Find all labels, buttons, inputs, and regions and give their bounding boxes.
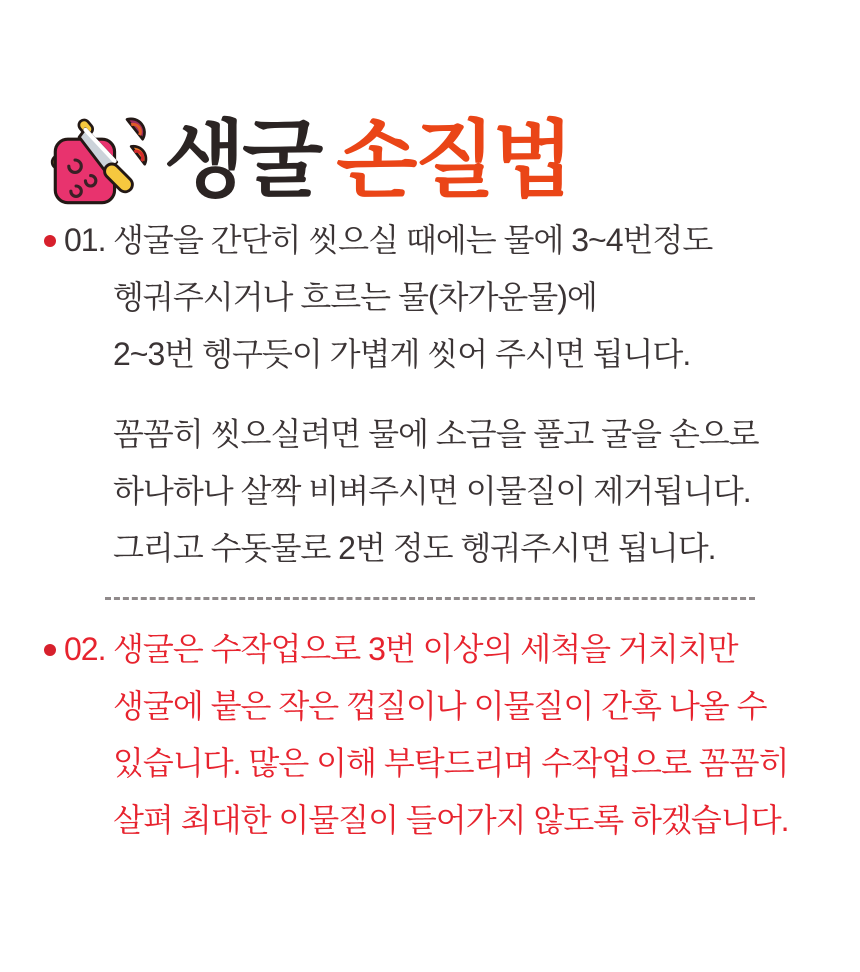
dashed-divider [105, 597, 755, 600]
step-01-section [0, 212, 860, 577]
step-01-paragraph-2 [113, 406, 860, 577]
text-line: 생굴을 간단히 씻으실 때에는 물에 3~4번정도 [113, 222, 713, 258]
step-02-section [0, 621, 860, 849]
step-02-number: 02. [64, 631, 106, 667]
page-title-dark: 생굴 [164, 113, 321, 208]
text-line: 생굴은 수작업으로 3번 이상의 세척을 거치치만 [113, 631, 738, 667]
text-line: 헹궈주시거나 흐르는 물(차가운물)에 [113, 279, 597, 315]
step-02-paragraph-1 [113, 621, 860, 849]
step-01-number: 01. [64, 222, 106, 258]
text-line: 2~3번 헹구듯이 가볍게 씻어 주시면 됩니다. [113, 336, 691, 372]
bullet-dot [44, 644, 56, 656]
text-line: 꼼꼼히 씻으실려면 물에 소금을 풀고 굴을 손으로 [113, 416, 759, 452]
text-line: 살펴 최대한 이물질이 들어가지 않도록 하겠습니다. [113, 802, 789, 838]
text-line: 그리고 수돗물로 2번 정도 헹궈주시면 됩니다. [113, 530, 716, 566]
page-title-accent: 손질법 [336, 113, 571, 208]
text-line: 생굴에 붙은 작은 껍질이나 이물질이 간혹 나올 수 [113, 688, 767, 724]
step-01-paragraph-1 [113, 212, 860, 383]
bullet-dot [44, 235, 56, 247]
page-title [164, 108, 571, 212]
cutting-board-knife-icon [48, 108, 152, 212]
text-line: 있습니다. 많은 이해 부탁드리며 수작업으로 꼼꼼히 [113, 745, 789, 781]
text-line: 하나하나 살짝 비벼주시면 이물질이 제거됩니다. [113, 473, 751, 509]
